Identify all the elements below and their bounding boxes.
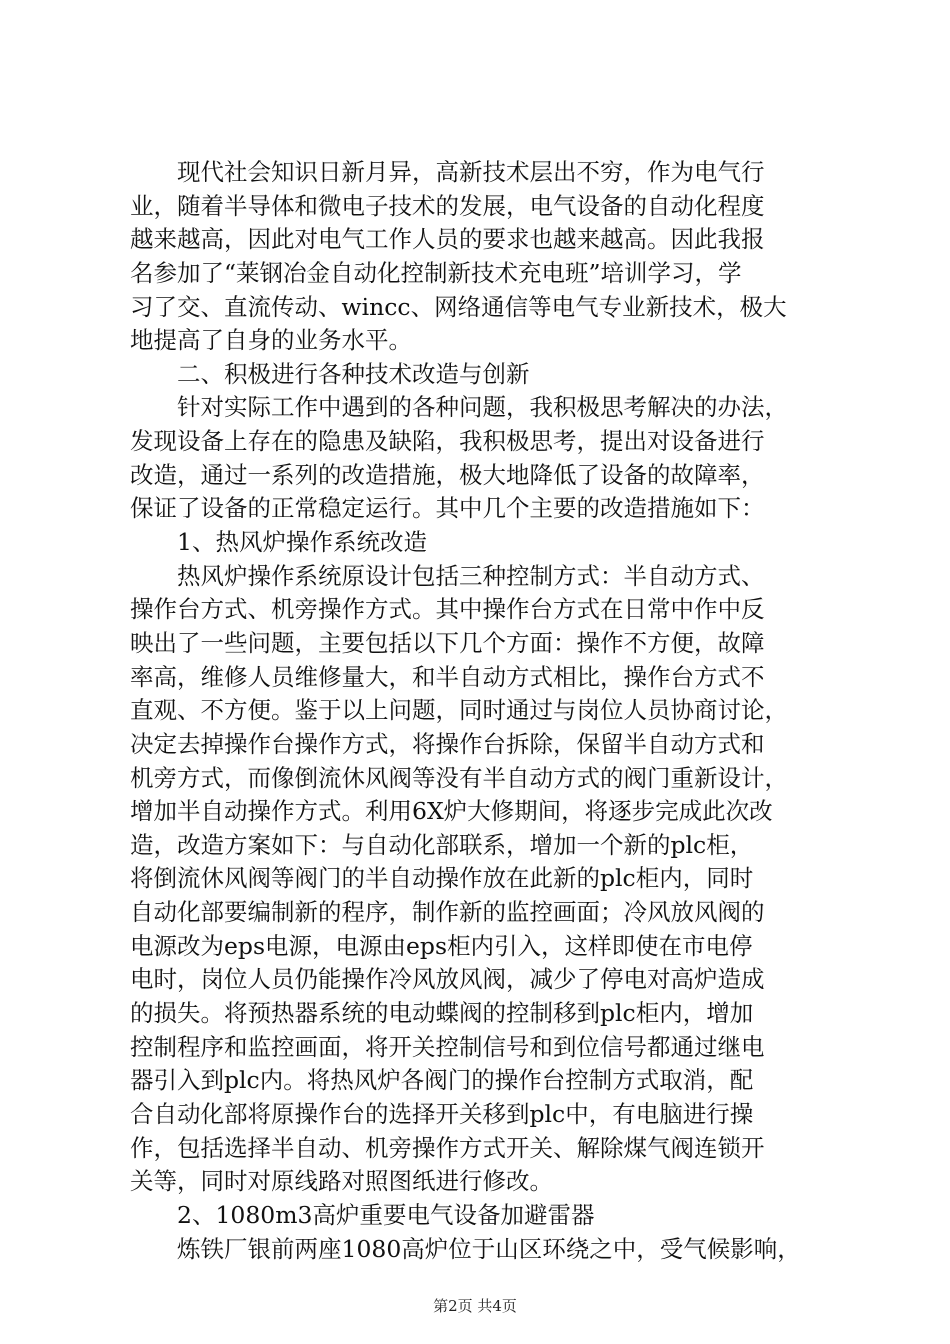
paragraph-line: 地提高了自身的业务水平。 <box>130 326 412 355</box>
paragraph-line: 作，包括选择半自动、机旁操作方式开关、解除煤气阀连锁开 <box>130 1133 765 1162</box>
paragraph-line: 自动化部要编制新的程序，制作新的监控画面；冷风放风阀的 <box>130 898 765 927</box>
paragraph-line: 控制程序和监控画面，将开关控制信号和到位信号都通过继电 <box>130 1032 765 1061</box>
paragraph-line: 将倒流休风阀等阀门的半自动操作放在此新的plc柜内，同时 <box>130 864 754 893</box>
paragraph-line: 发现设备上存在的隐患及缺陷，我积极思考，提出对设备进行 <box>130 427 765 456</box>
paragraph-line: 机旁方式，而像倒流休风阀等没有半自动方式的阀门重新设计， <box>130 763 788 792</box>
paragraph-line: 习了交、直流传动、wincc、网络通信等电气专业新技术，极大 <box>130 292 787 321</box>
paragraph-line: 决定去掉操作台操作方式，将操作台拆除，保留半自动方式和 <box>130 729 765 758</box>
paragraph-line: 保证了设备的正常稳定运行。其中几个主要的改造措施如下： <box>130 494 765 523</box>
paragraph-line: 的损失。将预热器系统的电动蝶阀的控制移到plc柜内，增加 <box>130 999 754 1028</box>
paragraph-line: 改造，通过一系列的改造措施，极大地降低了设备的故障率， <box>130 460 765 489</box>
paragraph-line: 直观、不方便。鉴于以上问题，同时通过与岗位人员协商讨论， <box>130 696 788 725</box>
paragraph-line: 关等，同时对原线路对照图纸进行修改。 <box>130 1167 553 1196</box>
subsection-heading: 2、1080m3高炉重要电气设备加避雷器 <box>177 1200 595 1229</box>
paragraph-line: 越来越高，因此对电气工作人员的要求也越来越高。因此我报 <box>130 225 765 254</box>
page-footer <box>0 1297 950 1315</box>
paragraph-line: 造，改造方案如下：与自动化部联系，增加一个新的plc柜， <box>130 830 754 859</box>
paragraph-line: 热风炉操作系统原设计包括三种控制方式：半自动方式、 <box>177 561 765 590</box>
page-number: 第2页 共4页 <box>433 1297 517 1315</box>
paragraph-line: 器引入到plc内。将热风炉各阀门的操作台控制方式取消，配 <box>130 1066 754 1095</box>
paragraph-line: 业，随着半导体和微电子技术的发展，电气设备的自动化程度 <box>130 191 765 220</box>
paragraph-line: 电时，岗位人员仍能操作冷风放风阀，减少了停电对高炉造成 <box>130 965 765 994</box>
paragraph-line: 率高，维修人员维修量大，和半自动方式相比，操作台方式不 <box>130 662 765 691</box>
body-text <box>130 156 835 1266</box>
section-heading: 二、积极进行各种技术改造与创新 <box>177 359 530 388</box>
paragraph-line: 操作台方式、机旁操作方式。其中操作台方式在日常中作中反 <box>130 595 765 624</box>
paragraph-line: 增加半自动操作方式。利用6X炉大修期间，将逐步完成此次改 <box>130 797 773 826</box>
paragraph-line: 炼铁厂银前两座1080高炉位于山区环绕之中，受气候影响， <box>177 1234 801 1263</box>
paragraph-line: 映出了一些问题，主要包括以下几个方面：操作不方便，故障 <box>130 628 765 657</box>
paragraph-line: 合自动化部将原操作台的选择开关移到plc中，有电脑进行操 <box>130 1099 754 1128</box>
subsection-heading: 1、热风炉操作系统改造 <box>177 528 427 557</box>
paragraph-line: 电源改为eps电源，电源由eps柜内引入，这样即使在市电停 <box>130 931 753 960</box>
paragraph-line: 名参加了“莱钢冶金自动化控制新技术充电班”培训学习，学 <box>130 258 742 287</box>
paragraph-line: 针对实际工作中遇到的各种问题，我积极思考解决的办法， <box>177 393 788 422</box>
paragraph-line: 现代社会知识日新月异，高新技术层出不穷，作为电气行 <box>177 158 765 186</box>
